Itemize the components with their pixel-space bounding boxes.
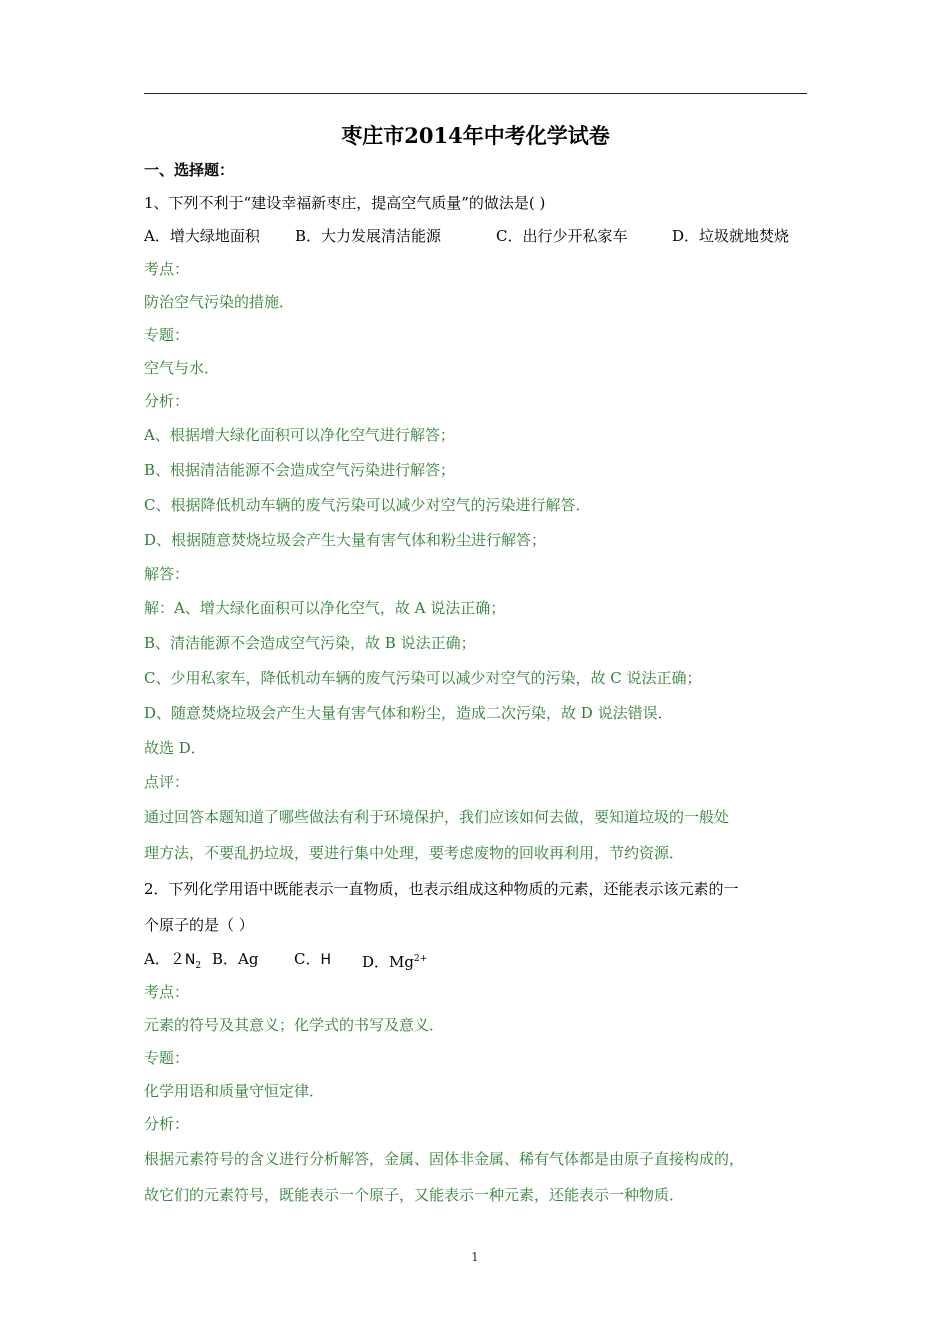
- q2-zhuanti: 化学用语和质量守恒定律．: [144, 1082, 325, 1100]
- q2-options: [144, 943, 807, 976]
- q2-stem-line: 个原子的是（ ）: [144, 916, 254, 934]
- q2-option-d-superscript: 2+: [414, 954, 428, 964]
- q2-zhuanti-label: 专题：: [144, 1049, 190, 1067]
- q1-jieda-line: C、少用私家车，降低机动车辆的废气污染可以减少对空气的污染，故 C 说法正确；: [144, 669, 702, 687]
- q1-jieda-label: 解答：: [144, 565, 190, 583]
- section-heading: 一、选择题：: [144, 161, 235, 179]
- q2-fenxi-line: 故它们的元素符号，既能表示一个原子，又能表示一种元素，还能表示一种物质．: [144, 1186, 685, 1204]
- q2-kaodian: 元素的符号及其意义；化学式的书写及意义．: [144, 1016, 445, 1034]
- q1-fenxi-label: 分析：: [144, 392, 190, 410]
- q1-option-a: A．增大绿地面积: [144, 227, 260, 245]
- q2-option-a: [144, 943, 212, 976]
- q1-dianping-label: 点评：: [144, 773, 190, 791]
- q1-jieda-line: 解：A、增大绿化面积可以净化空气，故 A 说法正确；: [144, 599, 506, 617]
- q1-dianping-line: 通过回答本题知道了哪些做法有利于环境保护，我们应该如何去做，要知道垃圾的一般处: [144, 808, 730, 826]
- q1-jieda-line: D、随意焚烧垃圾会产生大量有害气体和粉尘，造成二次污染，故 D 说法错误．: [144, 704, 673, 722]
- q2-option-c-prefix: C．: [294, 950, 321, 968]
- q2-option-b: B．Ag: [212, 950, 259, 968]
- q2-option-a-prefix: A．２: [144, 950, 185, 968]
- q1-options: [144, 220, 807, 253]
- q1-zhuanti: 空气与水．: [144, 359, 220, 377]
- page-number: 1: [471, 1250, 479, 1264]
- q1-stem: 1、下列不利于“建设幸福新枣庄，提高空气质量”的做法是( ): [144, 194, 546, 212]
- header-rule: [144, 93, 807, 94]
- q2-option-c-formula: H: [320, 952, 332, 968]
- page-content: [144, 118, 807, 1213]
- q1-option-b: B．大力发展清洁能源: [295, 227, 442, 245]
- q1-kaodian: 防治空气污染的措施．: [144, 293, 295, 311]
- q2-option-c: [294, 943, 362, 976]
- page-title: 枣庄市2014年中考化学试卷: [341, 123, 610, 148]
- q1-fenxi-line: D、根据随意焚烧垃圾会产生大量有害气体和粉尘进行解答；: [144, 531, 547, 549]
- q1-jieda-line: B、清洁能源不会造成空气污染，故 B 说法正确；: [144, 634, 476, 652]
- q1-fenxi-line: A、根据增大绿化面积可以净化空气进行解答；: [144, 426, 455, 444]
- q2-stem-line: 2．下列化学用语中既能表示一直物质，也表示组成这种物质的元素，还能表示该元素的一: [144, 880, 739, 898]
- q1-answer: 故选 D．: [144, 739, 206, 757]
- q2-fenxi-line: 根据元素符号的含义进行分析解答，金属、固体非金属、稀有气体都是由原子直接构成的，: [144, 1150, 745, 1168]
- q2-kaodian-label: 考点：: [144, 983, 190, 1001]
- q2-option-a-formula: N: [184, 952, 196, 968]
- q1-option-d: D．垃圾就地焚烧: [672, 227, 790, 245]
- q1-fenxi-line: B、根据清洁能源不会造成空气污染进行解答；: [144, 461, 456, 479]
- q2-option-d-prefix: D．Mg: [362, 953, 414, 971]
- q1-fenxi-line: C、根据降低机动车辆的废气污染可以减少对空气的污染进行解答．: [144, 496, 591, 514]
- q1-dianping-line: 理方法，不要乱扔垃圾，要进行集中处理，要考虑废物的回收再利用，节约资源．: [144, 844, 685, 862]
- q2-option-a-subscript: 2: [195, 961, 202, 971]
- q1-option-c: C．出行少开私家车: [496, 227, 628, 245]
- q2-option-d: [362, 943, 427, 976]
- q1-zhuanti-label: 专题：: [144, 326, 190, 344]
- q1-kaodian-label: 考点：: [144, 260, 190, 278]
- q2-fenxi-label: 分析：: [144, 1115, 190, 1133]
